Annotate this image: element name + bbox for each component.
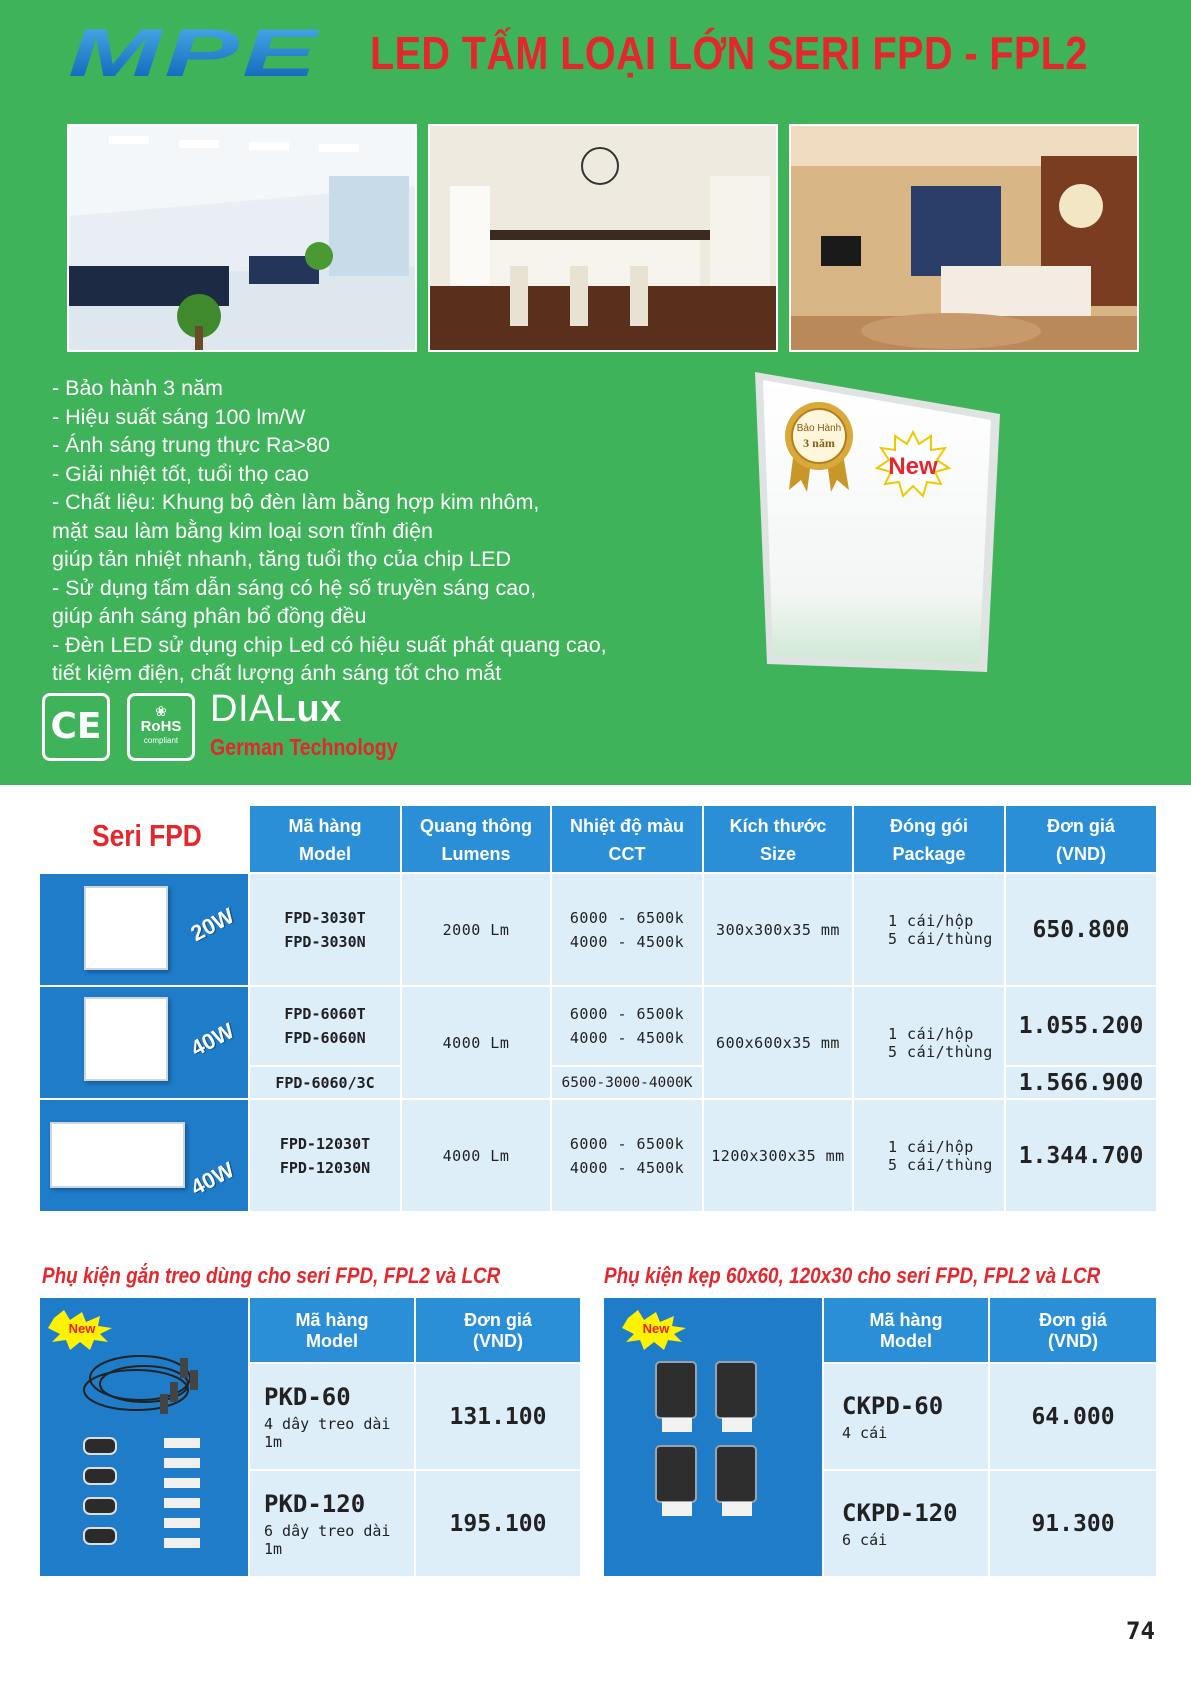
package-text: 1 cái/hộp: [888, 911, 974, 930]
watt-label: 20W: [186, 902, 239, 947]
cct-text: 4000 - 4500k: [569, 932, 685, 951]
col-header-size-vn: Kích thước: [729, 816, 827, 836]
dialux-text-b: ux: [296, 688, 342, 730]
table-cell-lumens: [402, 987, 550, 1098]
acc2-header-price-vn: Đơn giá: [1039, 1310, 1107, 1330]
col-header-model-en: Model: [299, 844, 351, 864]
page-number: 74: [1126, 1617, 1155, 1645]
feature-item: - Đèn LED sử dụng chip Led có hiệu suất phát quang cao,: [52, 632, 607, 657]
dialux-text-a: DIAL: [210, 688, 297, 730]
svg-text:New: New: [68, 1321, 96, 1336]
feature-item: - Bảo hành 3 năm: [52, 376, 223, 400]
feature-item: giúp tản nhiệt nhanh, tăng tuổi thọ của chip LED: [52, 547, 512, 571]
feature-item: mặt sau làm bằng kim loại sơn tĩnh điện: [52, 518, 433, 543]
col-header-model-vn: Mã hàng: [288, 816, 362, 836]
feature-item: - Sử dụng tấm dẫn sáng có hệ số truyền sáng cao,: [52, 575, 537, 600]
size-text: 600x600x35 mm: [716, 1033, 840, 1052]
feature-item: - Ánh sáng trung thực Ra>80: [52, 433, 330, 457]
rohs-sub-text: compliant: [143, 736, 179, 745]
acc2-header-price-en: (VND): [1048, 1331, 1098, 1351]
col-header-lumens-en: Lumens: [441, 844, 511, 864]
model-text: FPD-12030N: [279, 1158, 371, 1177]
bedroom-photo: [789, 124, 1139, 352]
kitchen-photo: [428, 124, 778, 352]
accessory-price: 64.000: [1031, 1403, 1115, 1430]
model-text: FPD-6060/3C: [275, 1073, 375, 1092]
table-cell-cct: [552, 874, 702, 985]
header-section: [0, 0, 1191, 785]
svg-text:3 năm: 3 năm: [803, 436, 835, 450]
col-header-lumens-vn: Quang thông: [420, 816, 532, 836]
lumens-text: 4000 Lm: [442, 1146, 510, 1165]
acc1-header-price: [416, 1298, 580, 1362]
table-cell-model: [250, 987, 400, 1065]
acc1-header-model-vn: Mã hàng: [295, 1310, 369, 1330]
price-text: 1.055.200: [1018, 1013, 1144, 1039]
leaf-icon: ❀: [155, 703, 167, 719]
lumens-text: 4000 Lm: [442, 1033, 510, 1052]
acc1-row-price: [416, 1364, 580, 1469]
accessory-model: PKD-60: [264, 1382, 351, 1411]
model-text: FPD-3030T: [284, 908, 366, 927]
table-cell-model: [250, 1100, 400, 1211]
led-panel-image: [755, 372, 1000, 672]
cct-text: 4000 - 4500k: [569, 1029, 685, 1047]
package-text: 1 cái/hộp: [888, 1137, 974, 1156]
acc2-row-model: [824, 1364, 988, 1469]
col-header-size-en: Size: [759, 844, 797, 864]
feature-item: giúp ánh sáng phân bổ đồng đều: [52, 604, 367, 628]
cct-text: 6000 - 6500k: [569, 1134, 685, 1153]
table-cell-lumens: [402, 1100, 550, 1211]
accessory-model: CKPD-60: [842, 1391, 944, 1420]
accessory-desc: 6 dây treo dài 1m: [264, 1521, 391, 1558]
accessory-desc: 4 dây treo dài 1m: [264, 1414, 391, 1451]
model-text: FPD-12030T: [279, 1134, 371, 1153]
col-header-cct: [552, 806, 702, 872]
col-header-price: [1006, 806, 1156, 872]
model-text: FPD-3030N: [284, 932, 366, 951]
table-cell-package: [854, 987, 1004, 1098]
product-image-40w-square: [40, 987, 248, 1098]
table-cell-price: [1006, 987, 1156, 1065]
table-cell-package: [854, 1100, 1004, 1211]
accessory-clip-title: Phụ kiện kẹp 60x60, 120x30 cho seri FPD, FPL2 và LCR: [604, 1263, 1101, 1288]
acc2-header-model: [824, 1298, 988, 1362]
cct-text: 6000 - 6500k: [569, 1005, 685, 1023]
acc2-row-price: [990, 1471, 1156, 1576]
feature-item: - Chất liệu: Khung bộ đèn làm bằng hợp kim nhôm,: [52, 490, 540, 514]
acc1-header-model-en: Model: [306, 1331, 358, 1351]
acc2-row-model: [824, 1471, 988, 1576]
accessory-price: 131.100: [449, 1403, 547, 1430]
hanging-kit-image: [40, 1298, 248, 1576]
feature-item: tiết kiệm điện, chất lượng ánh sáng tốt cho mắt: [52, 661, 502, 685]
series-label: Seri FPD: [92, 818, 202, 853]
ce-text: CE: [50, 706, 102, 747]
table-cell-lumens: [402, 874, 550, 985]
table-cell-model: [250, 1067, 400, 1098]
cct-text: 6000 - 6500k: [569, 908, 685, 927]
price-text: 1.566.900: [1018, 1069, 1144, 1096]
model-text: FPD-6060T: [284, 1005, 366, 1023]
package-text: 1 cái/hộp: [888, 1024, 974, 1043]
col-header-model: [250, 806, 400, 872]
new-badge: [48, 1310, 112, 1350]
acc2-row-price: [990, 1364, 1156, 1469]
watt-label: 40W: [186, 1017, 239, 1062]
product-image-20w: [40, 874, 248, 985]
acc1-row-model: [250, 1364, 414, 1469]
col-header-size: [704, 806, 852, 872]
cct-text: 4000 - 4500k: [569, 1158, 685, 1177]
svg-text:Bảo Hành: Bảo Hành: [796, 423, 842, 434]
col-header-price-vn: Đơn giá: [1047, 816, 1115, 836]
table-cell-size: [704, 987, 852, 1098]
feature-list: [52, 374, 742, 688]
logo-text: MPE: [68, 22, 322, 84]
model-text: FPD-6060N: [284, 1029, 366, 1047]
german-technology: German Technology: [210, 734, 398, 760]
ce-mark: [42, 693, 110, 761]
product-image-40w-rect: [40, 1100, 248, 1211]
acc1-header-price-en: (VND): [473, 1331, 523, 1351]
rohs-text: RoHS: [140, 718, 182, 735]
acc2-header-model-en: Model: [880, 1331, 932, 1351]
table-cell-cct: [552, 1067, 702, 1098]
table-cell-size: [704, 1100, 852, 1211]
accessory-model: CKPD-120: [842, 1498, 958, 1527]
rohs-mark: [127, 693, 195, 761]
acc2-header-model-vn: Mã hàng: [869, 1310, 943, 1330]
accessory-price: 91.300: [1031, 1510, 1115, 1537]
table-cell-price: [1006, 874, 1156, 985]
acc1-header-model: [250, 1298, 414, 1362]
new-badge: [622, 1310, 686, 1350]
feature-item: - Hiệu suất sáng 100 lm/W: [52, 404, 306, 429]
package-text: 5 cái/thùng: [888, 929, 993, 948]
col-header-package-vn: Đóng gói: [890, 816, 968, 836]
accessory-desc: 4 cái: [842, 1423, 888, 1442]
cct-text: 6500-3000-4000K: [561, 1074, 693, 1091]
col-header-price-en: (VND): [1056, 844, 1106, 864]
accessory-hanging-title: Phụ kiện gắn treo dùng cho seri FPD, FPL2 và LCR: [42, 1263, 501, 1288]
lumens-text: 2000 Lm: [442, 920, 510, 939]
dialux-logo: [210, 688, 342, 731]
acc1-row-price: [416, 1471, 580, 1576]
svg-text:New: New: [888, 453, 938, 480]
price-text: 1.344.700: [1018, 1142, 1144, 1169]
accessory-desc: 6 cái: [842, 1530, 888, 1549]
price-text: 650.800: [1032, 916, 1130, 943]
watt-label: 40W: [186, 1156, 239, 1201]
package-text: 5 cái/thùng: [888, 1155, 993, 1174]
accessory-model: PKD-120: [264, 1489, 366, 1518]
size-text: 300x300x35 mm: [716, 920, 840, 939]
table-cell-cct: [552, 1100, 702, 1211]
accessory-price: 195.100: [449, 1510, 547, 1537]
table-cell-price: [1006, 1100, 1156, 1211]
clip-kit-image: [604, 1298, 822, 1576]
col-header-cct-vn: Nhiệt độ màu: [569, 816, 684, 836]
office-photo: [67, 124, 417, 352]
package-text: 5 cái/thùng: [888, 1042, 993, 1061]
col-header-cct-en: CCT: [608, 844, 646, 864]
acc2-header-price: [990, 1298, 1156, 1362]
table-cell-model: [250, 874, 400, 985]
col-header-lumens: [402, 806, 550, 872]
page-title: LED TẤM LOẠI LỚN SERI FPD - FPL2: [370, 27, 1088, 79]
mpe-logo: [66, 22, 326, 84]
col-header-package: [854, 806, 1004, 872]
svg-text:New: New: [642, 1321, 670, 1336]
acc1-row-model: [250, 1471, 414, 1576]
feature-item: - Giải nhiệt tốt, tuổi thọ cao: [52, 461, 309, 486]
table-cell-cct: [552, 987, 702, 1065]
size-text: 1200x300x35 mm: [711, 1146, 845, 1165]
table-cell-price: [1006, 1067, 1156, 1098]
col-header-package-en: Package: [892, 844, 966, 864]
table-cell-size: [704, 874, 852, 985]
table-cell-package: [854, 874, 1004, 985]
acc1-header-price-vn: Đơn giá: [464, 1310, 532, 1330]
